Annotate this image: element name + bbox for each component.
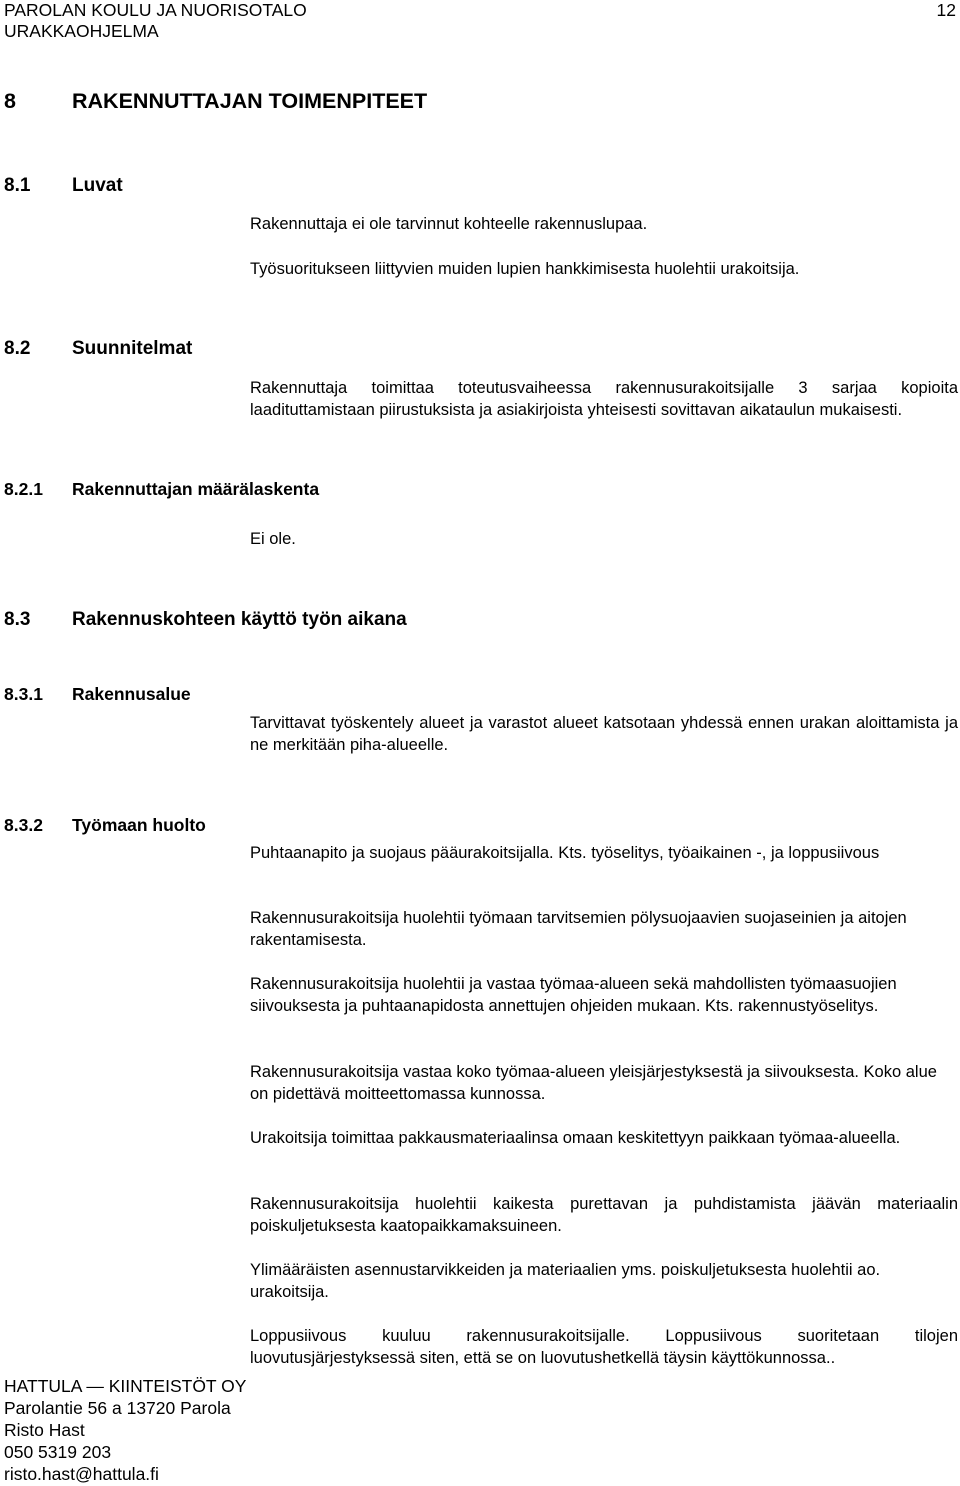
heading-number: 8.3.2 <box>4 815 43 835</box>
footer-phone: 050 5319 203 <box>4 1442 112 1462</box>
paragraph: Tarvittavat työskentely alueet ja varastot alueet katsotaan yhdessä ennen urakan aloittamista ja ne merkitään piha-alueelle. <box>250 714 958 754</box>
footer-company: HATTULA — KIINTEISTÖT OY <box>4 1376 247 1396</box>
heading-title: Rakennusalue <box>72 684 191 704</box>
paragraph: Puhtaanapito ja suojaus pääurakoitsijalla. Kts. työselitys, työaikainen -, ja loppusiivous <box>250 844 880 862</box>
heading-title: Suunnitelmat <box>72 338 193 359</box>
heading-title: Rakennuttajan määrälaskenta <box>72 479 320 499</box>
paragraph: Ei ole. <box>250 530 296 548</box>
paragraph: Urakoitsija toimittaa pakkausmateriaalinsa omaan keskitettyyn paikkaan työmaa-alueella. <box>250 1129 901 1147</box>
footer-email: risto.hast@hattula.fi <box>4 1464 159 1484</box>
heading-number: 8.3 <box>4 609 31 630</box>
paragraph: Loppusiivous kuuluu rakennusurakoitsijalle. Loppusiivous suoritetaan tilojen luovutusjärjestyksessä siten, että se on luovutushetkellä täysin käyttökunnossa.. <box>250 1327 958 1367</box>
heading-title: RAKENNUTTAJAN TOIMENPITEET <box>72 89 428 113</box>
footer-address: Parolantie 56 a 13720 Parola <box>4 1398 231 1418</box>
footer-person: Risto Hast <box>4 1420 85 1440</box>
heading-number: 8.3.1 <box>4 684 43 704</box>
heading-title: Luvat <box>72 175 123 196</box>
heading-8 <box>4 89 427 114</box>
paragraph: Rakennusurakoitsija huolehtii työmaan tarvitsemien pölysuojaavien suojaseinien ja aitojen rakentamisesta. <box>250 909 907 949</box>
paragraph: Rakennuttaja ei ole tarvinnut kohteelle rakennuslupaa. <box>250 215 648 233</box>
heading-number: 8.2 <box>4 338 31 359</box>
heading-number: 8.2.1 <box>4 479 43 499</box>
paragraph: Rakennusurakoitsija huolehtii kaikesta purettavan ja puhdistamista jäävän materiaalin poiskuljetuksesta kaatopaikkamaksuineen. <box>250 1195 958 1235</box>
heading-number: 8 <box>4 89 16 113</box>
heading-8-3 <box>4 609 407 631</box>
paragraph: Rakennuttaja toimittaa toteutusvaiheessa rakennusurakoitsijalle 3 sarjaa kopioita laadituttamistaan piirustuksista ja asiakirjoista yhteisesti sovittavan aikataulun mukaisesti. <box>250 379 958 419</box>
paragraph: Työsuoritukseen liittyvien muiden lupien hankkimisesta huolehtii urakoitsija. <box>250 260 800 278</box>
paragraph: Rakennusurakoitsija huolehtii ja vastaa työmaa-alueen sekä mahdollisten työmaasuojien siivouksesta ja puhtaanapidosta annettujen ohjeiden mukaan. Kts. rakennustyöselitys. <box>250 975 897 1015</box>
heading-8-2 <box>4 338 192 360</box>
heading-8-3-1 <box>4 684 191 705</box>
heading-number: 8.1 <box>4 175 31 196</box>
header-school: PAROLAN KOULU JA NUORISOTALO <box>4 0 307 20</box>
paragraph: Rakennusurakoitsija vastaa koko työmaa-alueen yleisjärjestyksestä ja siivouksesta. Koko alue on pidettävä moitteettomassa kunnossa. <box>250 1063 937 1103</box>
heading-8-3-2 <box>4 815 206 836</box>
heading-8-1 <box>4 175 123 197</box>
heading-8-2-1 <box>4 479 319 500</box>
paragraph: Ylimääräisten asennustarvikkeiden ja materiaalien yms. poiskuljetuksesta huolehtii ao. urakoitsija. <box>250 1261 881 1301</box>
header-doc-type: URAKKAOHJELMA <box>4 21 159 41</box>
page-number: 12 <box>936 0 956 20</box>
heading-title: Rakennuskohteen käyttö työn aikana <box>72 609 407 630</box>
heading-title: Työmaan huolto <box>72 815 206 835</box>
